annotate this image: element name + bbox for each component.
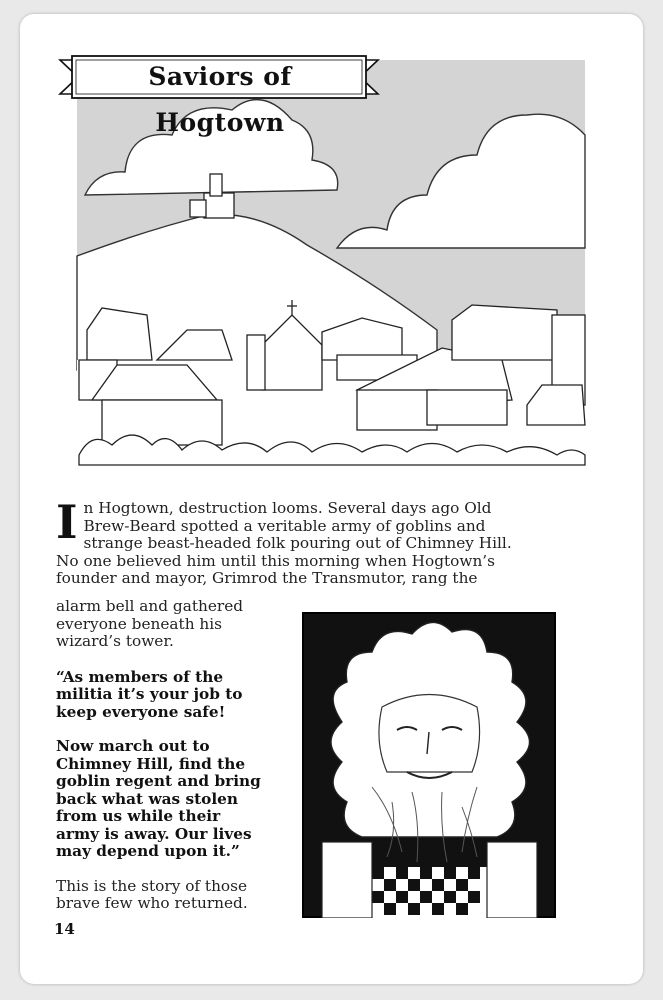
quote-line: militia it’s your job to [56, 685, 243, 703]
intro-paragraph [56, 495, 571, 588]
quote-line: back what was stolen [56, 789, 239, 808]
mayor-portrait [302, 612, 556, 918]
intro-line: No one believed him until this morning when Hogtown’s [56, 551, 496, 570]
closing-line: brave few who returned. [56, 894, 248, 912]
quote-line: Now march out to [56, 737, 210, 755]
column-line: wizard’s tower. [56, 632, 174, 650]
mayor-quote-1 [56, 669, 286, 722]
quote-line: keep everyone safe! [56, 702, 226, 721]
page-title: Saviors of Hogtown [148, 62, 292, 137]
town-illustration [57, 60, 587, 482]
quote-line: from us while their [56, 807, 221, 825]
left-column [56, 598, 286, 913]
drop-cap: I [56, 495, 78, 549]
intro-line: n Hogtown, destruction looms. Several days ago Old [83, 499, 492, 517]
intro-line: Brew-Beard spotted a veritable army of goblins and [83, 516, 486, 535]
quote-line: “As members of the [56, 667, 224, 686]
column-line: everyone beneath his [56, 614, 223, 633]
quote-line: goblin regent and bring [56, 772, 261, 790]
closing-paragraph [56, 878, 286, 913]
column-paragraph [56, 598, 286, 651]
page-number: 14 [54, 920, 75, 938]
quote-line: Chimney Hill, find the [56, 754, 246, 773]
mayor-quote-2 [56, 738, 286, 861]
column-line: alarm bell and gathered [56, 597, 244, 615]
quote-line: army is away. Our lives [56, 824, 252, 843]
closing-line: This is the story of those [56, 876, 248, 895]
intro-line: strange beast-headed folk pouring out of Chimney Hill. [83, 534, 512, 552]
quote-line: may depend upon it.” [56, 842, 240, 860]
intro-line: founder and mayor, Grimrod the Transmutor, rang the [56, 569, 478, 587]
